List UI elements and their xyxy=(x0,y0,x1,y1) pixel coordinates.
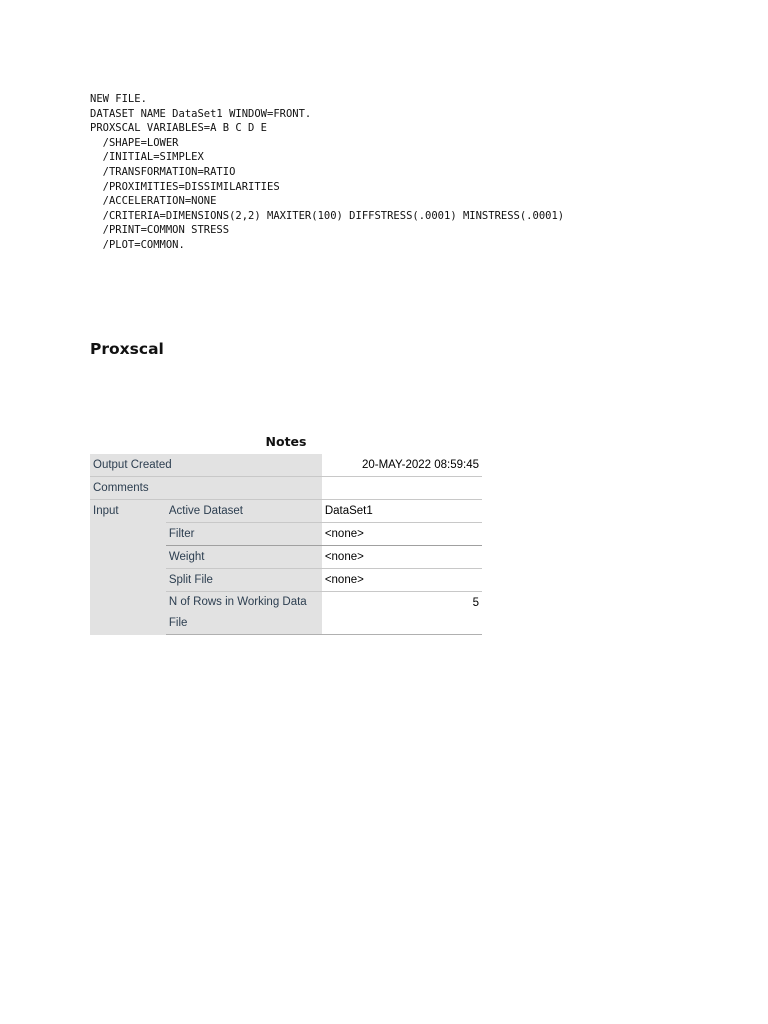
comments-value xyxy=(322,477,482,500)
syntax-line: /CRITERIA=DIMENSIONS(2,2) MAXITER(100) DIFFSTRESS(.0001) MINSTRESS(.0001) xyxy=(90,209,565,222)
output-created-value: 20-MAY-2022 08:59:45 xyxy=(322,454,482,477)
weight-label: Weight xyxy=(166,546,322,569)
syntax-line: DATASET NAME DataSet1 WINDOW=FRONT. xyxy=(90,107,312,120)
split-file-label: Split File xyxy=(166,569,322,592)
weight-value: <none> xyxy=(322,546,482,569)
output-created-label: Output Created xyxy=(90,454,322,477)
table-row xyxy=(90,454,482,477)
table-row xyxy=(90,477,482,500)
syntax-line: /SHAPE=LOWER xyxy=(90,136,179,149)
syntax-line: /ACCELERATION=NONE xyxy=(90,195,217,208)
filter-value: <none> xyxy=(322,523,482,546)
split-file-value: <none> xyxy=(322,569,482,592)
section-title: Proxscal xyxy=(90,340,164,358)
filter-label: Filter xyxy=(166,523,322,546)
comments-label: Comments xyxy=(90,477,322,500)
syntax-line: /TRANSFORMATION=RATIO xyxy=(90,165,236,178)
active-dataset-label: Active Dataset xyxy=(166,500,322,523)
n-rows-value: 5 xyxy=(322,592,482,635)
notes-table-title: Notes xyxy=(265,434,307,449)
n-rows-label: N of Rows in Working Data File xyxy=(166,592,322,635)
notes-table xyxy=(90,454,482,635)
syntax-line: /PRINT=COMMON STRESS xyxy=(90,224,230,237)
input-label: Input xyxy=(90,500,166,635)
syntax-line: PROXSCAL VARIABLES=A B C D E xyxy=(90,122,268,135)
table-row xyxy=(90,500,482,523)
syntax-line: /PROXIMITIES=DISSIMILARITIES xyxy=(90,180,280,193)
syntax-code-block xyxy=(90,92,564,253)
syntax-line: /INITIAL=SIMPLEX xyxy=(90,151,204,164)
syntax-line: /PLOT=COMMON. xyxy=(90,238,185,251)
active-dataset-value: DataSet1 xyxy=(322,500,482,523)
syntax-line: NEW FILE. xyxy=(90,93,147,105)
